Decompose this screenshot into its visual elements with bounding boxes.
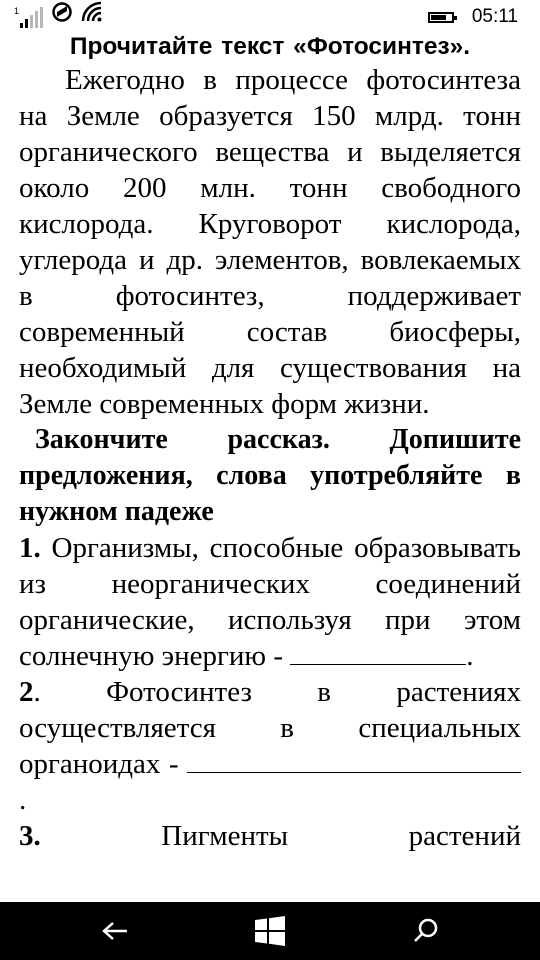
back-arrow-icon [101,920,129,942]
question-number: 3. [19,820,41,852]
status-bar [0,0,540,34]
question-text: Пигменты растений [40,820,521,852]
text-paragraph: Ежегодно в процессе фотосинтеза на Земле образуется 150 млрд. тонн органического вещества и выделяется около 200 млн. тонн свободного кислорода. Круговорот кислорода, углерода и др. элементов, вовлекаемых в фотосинтез, поддерживает современный состав биосферы, необходимый для существования на Земле современных форм жизни. [19,64,521,420]
search-icon [412,917,440,945]
question-end: . [466,640,474,672]
question-2 [19,674,521,818]
question-number: 1. [19,532,41,564]
document [19,32,521,854]
question-number: 2 [19,676,34,708]
sim-number: 1 [14,6,20,16]
answer-blank[interactable] [187,746,521,773]
battery-icon [428,12,454,23]
signal-icon [14,6,43,28]
navigation-bar [0,902,540,960]
question-text: . Фотосинтез в растениях осуществляется в специальных органоидах - [19,676,521,780]
status-right-group [428,6,518,28]
search-button[interactable] [386,902,466,960]
status-left-group [14,6,103,28]
windows-start-icon [254,915,286,947]
document-title: Прочитайте текст «Фотосинтез». [69,33,471,60]
question-end: . [19,784,27,816]
question-text: Организмы, способные образовывать из неорганических соединений органические, используя при этом солнечную энергию - [19,532,521,672]
task-instruction: Закончите рассказ. Допишите предложения, слова употребляйте в нужном падеже [19,424,521,527]
answer-blank[interactable] [290,638,466,665]
question-3 [19,818,521,854]
question-1 [19,530,521,674]
back-button[interactable] [75,902,155,960]
start-button[interactable] [230,902,310,960]
sim-sync-icon [51,1,73,28]
clock: 05:11 [471,6,518,27]
wifi-icon [81,1,103,28]
